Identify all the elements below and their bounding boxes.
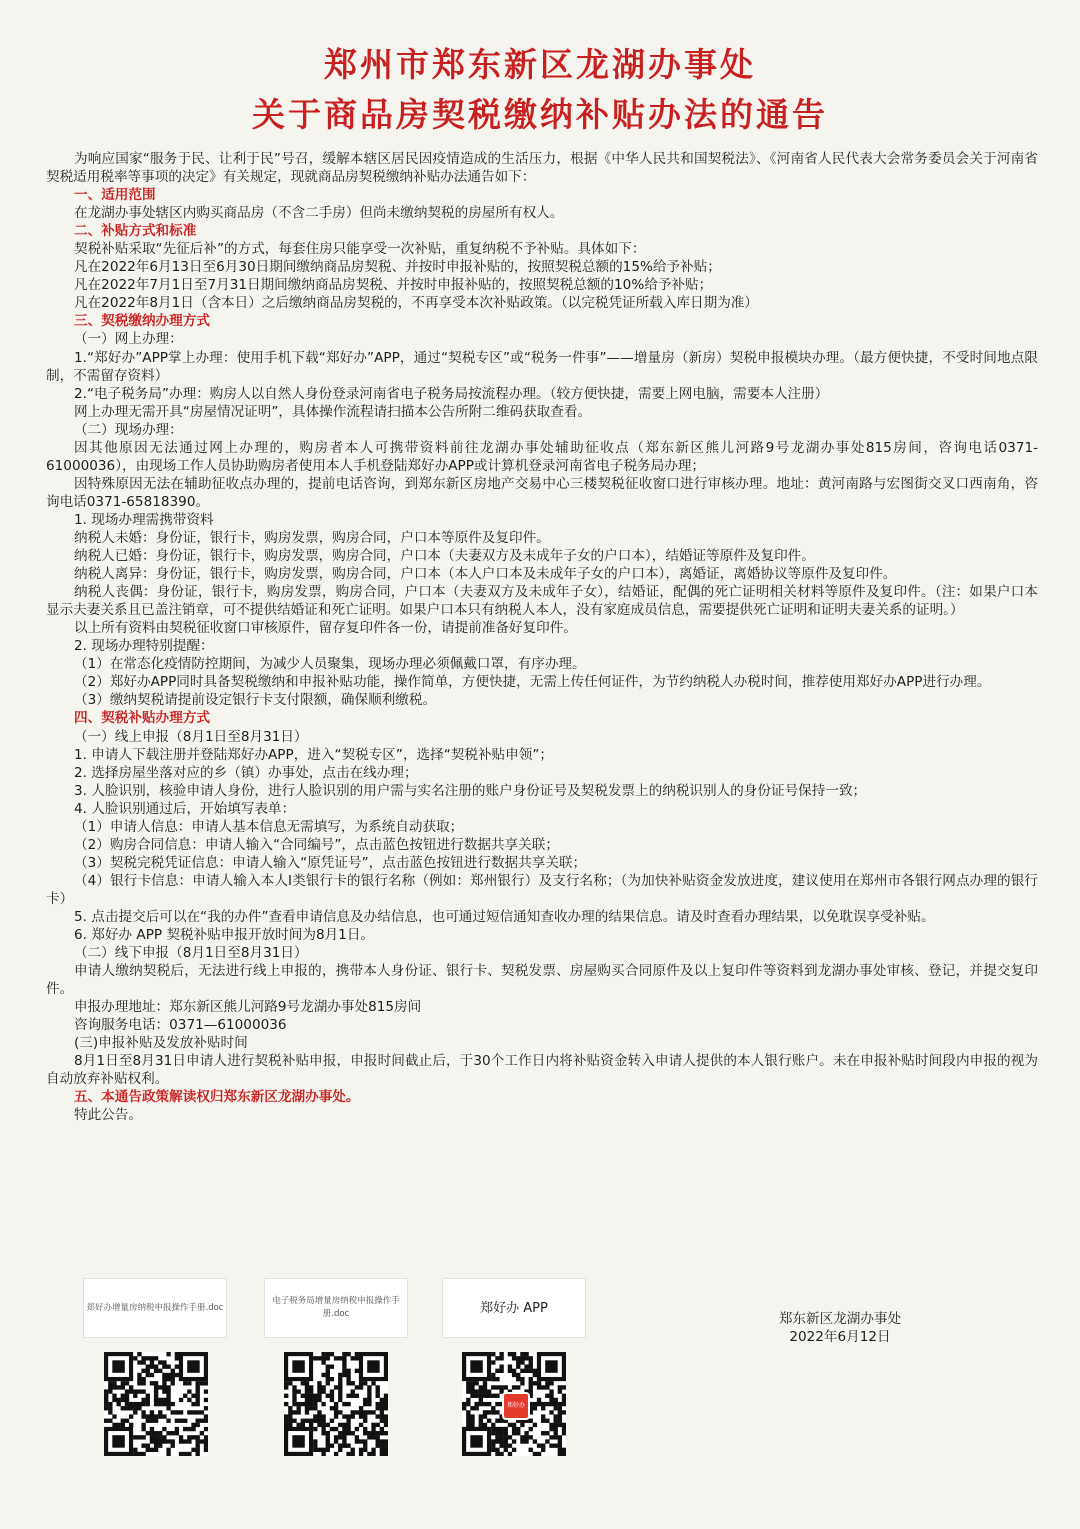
apply-step-4: 4. 人脸识别通过后，开始填写表单： bbox=[74, 800, 296, 817]
section-4-heading: 四、契税补贴办理方式 bbox=[74, 710, 210, 727]
online-apply-heading: （一）线上申报（8月1日至8月31日） bbox=[74, 728, 308, 745]
apply-step-1: 1. 申请人下载注册并登陆郑好办APP，进入“契税专区”，选择“契税补贴申领”； bbox=[74, 746, 553, 763]
online-note: 网上办理无需开具“房屋情况证明”，具体操作流程请扫描本公告所附二维码获取查看。 bbox=[74, 403, 592, 420]
signature-date: 2022年6月12日 bbox=[789, 1329, 891, 1345]
attachment-card-zhenghaoban-manual[interactable] bbox=[83, 1278, 227, 1338]
reminders-heading: 2. 现场办理特别提醒： bbox=[74, 638, 214, 655]
qr-code-icon[interactable] bbox=[462, 1352, 566, 1456]
attachment-card-zhenghaoban-app[interactable] bbox=[442, 1278, 586, 1338]
reminder-1: （1）在常态化疫情防控期间，为减少人员聚集，现场办理必须佩戴口罩，有序办理。 bbox=[74, 656, 586, 673]
onsite-paragraph-2: 因特殊原因无法在辅助征收点办理的，提前电话咨询，到郑东新区房地产交易中心三楼契税征收窗口进行审核办理。地址：黄河南路与宏图街交叉口西南角，咨询电话0371-65818390。 bbox=[46, 475, 1038, 510]
form-item-1: （1）申请人信息：申请人基本信息无需填写，为系统自动获取； bbox=[74, 818, 464, 835]
attachment-label: 郑好办增量房纳税申报操作手册.doc bbox=[86, 1302, 224, 1313]
signature-block bbox=[735, 1310, 945, 1346]
apply-step-6: 6. 郑好办 APP 契税补贴申报开放时间为8月1日。 bbox=[74, 927, 375, 944]
apply-phone: 咨询服务电话：0371—61000036 bbox=[74, 1017, 287, 1034]
closing-line: 特此公告。 bbox=[74, 1107, 142, 1124]
intro-paragraph: 为响应国家“服务于民、让利于民”号召，缓解本辖区居民因疫情造成的生活压力，根据《中华人民共和国契税法》、《河南省人民代表大会常务委员会关于河南省契税适用税率等事项的决定》有关规定，现就商品房契税缴纳补贴办法通告如下： bbox=[46, 151, 1038, 186]
reminder-2: （2）郑好办APP同时具备契税缴纳和申报补贴功能，操作简单，方便快捷，无需上传任何证件，为节约纳税人办税时间，推荐使用郑好办APP进行办理。 bbox=[74, 674, 991, 691]
section-2-line: 契税补贴采取“先征后补”的方式，每套住房只能享受一次补贴，重复纳税不予补贴。具体如下： bbox=[74, 241, 646, 258]
section-2-heading: 二、补贴方式和标准 bbox=[74, 223, 197, 240]
materials-heading: 1. 现场办理需携带资料 bbox=[74, 511, 214, 528]
online-heading: （一）网上办理： bbox=[74, 331, 183, 348]
apply-step-2: 2. 选择房屋坐落对应的乡（镇）办事处，点击在线办理； bbox=[74, 764, 418, 781]
section-1-text: 在龙湖办事处辖区内购买商品房（不含二手房）但尚未缴纳契税的房屋所有权人。 bbox=[74, 205, 564, 222]
form-item-4: （4）银行卡信息：申请人输入本人I类银行卡的银行名称（例如：郑州银行）及支行名称；（为加快补贴资金发放进度，建议使用在郑州市各银行网点办理的银行卡） bbox=[46, 872, 1038, 907]
qr-code-icon[interactable] bbox=[104, 1352, 208, 1456]
attachment-card-etax-manual[interactable] bbox=[264, 1278, 408, 1338]
title-line-2: 关于商品房契税缴纳补贴办法的通告 bbox=[252, 95, 828, 134]
reminder-3: （3）缴纳契税请提前设定银行卡支付限额，确保顺利缴税。 bbox=[74, 692, 437, 709]
form-item-2: （2）购房合同信息：申请人输入“合同编号”，点击蓝色按钮进行数据共享关联； bbox=[74, 836, 559, 853]
attachment-label: 郑好办 APP bbox=[480, 1300, 548, 1316]
online-item-1: 1.“郑好办”APP掌上办理：使用手机下载“郑好办”APP，通过“契税专区”或“税务一件事”——增量房（新房）契税申报模块办理。（最方便快捷，不受时间地点限制，不需留存资料） bbox=[46, 349, 1038, 384]
onsite-heading: （二）现场办理： bbox=[74, 421, 183, 438]
title-line-1: 郑州市郑东新区龙湖办事处 bbox=[324, 45, 756, 84]
apply-step-3: 3. 人脸识别，核验申请人身份，进行人脸识别的用户需与实名注册的账户身份证号及契税发票上的纳税识别人的身份证号保持一致； bbox=[74, 782, 867, 799]
materials-note: 以上所有资料由契税征收窗口审核原件，留存复印件各一份，请提前准备好复印件。 bbox=[74, 620, 577, 637]
section-2-line: 凡在2022年6月13日至6月30日期间缴纳商品房契税、并按时申报补贴的，按照契税总额的15%给予补贴； bbox=[74, 259, 721, 276]
materials-married: 纳税人已婚：身份证，银行卡，购房发票，购房合同，户口本（夫妻双方及未成年子女的户口本），结婚证等原件及复印件。 bbox=[74, 548, 815, 565]
onsite-paragraph-1: 因其他原因无法通过网上办理的，购房者本人可携带资料前往龙湖办事处辅助征收点（郑东新区熊儿河路9号龙湖办事处815房间，咨询电话0371-61000036），由现场工作人员协助购房者使用本人手机登陆郑好办APP或计算机登录河南省电子税务局办理； bbox=[46, 439, 1038, 474]
offline-apply-heading: （二）线下申报（8月1日至8月31日） bbox=[74, 945, 308, 962]
apply-address: 申报办理地址：郑东新区熊儿河路9号龙湖办事处815房间 bbox=[74, 999, 422, 1016]
apply-step-5: 5. 点击提交后可以在“我的办件”查看申请信息及办结信息，也可通过短信通知查收办理的结果信息。请及时查看办理结果，以免耽误享受补贴。 bbox=[74, 908, 935, 925]
materials-divorced: 纳税人离异：身份证，银行卡，购房发票，购房合同，户口本（本人户口本及未成年子女的户口本），离婚证，离婚协议等原件及复印件。 bbox=[74, 566, 897, 583]
materials-unmarried: 纳税人未婚：身份证，银行卡，购房发票，购房合同，户口本等原件及复印件。 bbox=[74, 529, 550, 546]
materials-widowed: 纳税人丧偶：身份证，银行卡，购房发票，购房合同，户口本（夫妻双方及未成年子女），结婚证，配偶的死亡证明相关材料等原件及复印件。（注：如果户口本显示夫妻关系且已盖注销章，可不提供结婚证和死亡证明。如果户口本只有纳税人本人，没有家庭成员信息，需要提供死亡证明和证明夫妻关系的证明。） bbox=[46, 584, 1038, 619]
offline-apply-text: 申请人缴纳契税后，无法进行线上申报的，携带本人身份证、银行卡、契税发票、房屋购买合同原件及以上复印件等资料到龙湖办事处审核、登记，并提交复印件。 bbox=[46, 963, 1038, 998]
app-logo-icon: 郑好办 bbox=[502, 1392, 530, 1420]
signature-org: 郑东新区龙湖办事处 bbox=[778, 1311, 902, 1327]
section-2-line: 凡在2022年7月1日至7月31日期间缴纳商品房契税、并按时申报补贴的，按照契税总额的10%给予补贴； bbox=[74, 277, 713, 294]
section-1-heading: 一、适用范围 bbox=[74, 187, 156, 204]
section-2-line: 凡在2022年8月1日（含本日）之后缴纳商品房契税的，不再享受本次补贴政策。（以完税凭证所载入库日期为准） bbox=[74, 295, 758, 312]
notice-body bbox=[46, 150, 1038, 1125]
section-5-heading: 五、本通告政策解读权归郑东新区龙湖办事处。 bbox=[74, 1089, 360, 1106]
online-item-2: 2.“电子税务局”办理：购房人以自然人身份登录河南省电子税务局按流程办理。（较方便快捷，需要上网电脑，需要本人注册） bbox=[74, 385, 829, 402]
attachment-label: 电子税务局增量房纳税申报操作手册.doc bbox=[272, 1296, 400, 1319]
qr-code-icon[interactable] bbox=[284, 1352, 388, 1456]
section-3-heading: 三、契税缴纳办理方式 bbox=[74, 313, 210, 330]
form-item-3: （3）契税完税凭证信息：申请人输入“原凭证号”，点击蓝色按钮进行数据共享关联； bbox=[74, 854, 587, 871]
notice-title bbox=[0, 40, 1080, 140]
timing-heading: (三)申报补贴及发放补贴时间 bbox=[74, 1035, 248, 1052]
timing-text: 8月1日至8月31日申请人进行契税补贴申报，申报时间截止后，于30个工作日内将补贴资金转入申请人提供的本人银行账户。未在申报补贴时间段内申报的视为自动放弃补贴权利。 bbox=[46, 1053, 1038, 1088]
